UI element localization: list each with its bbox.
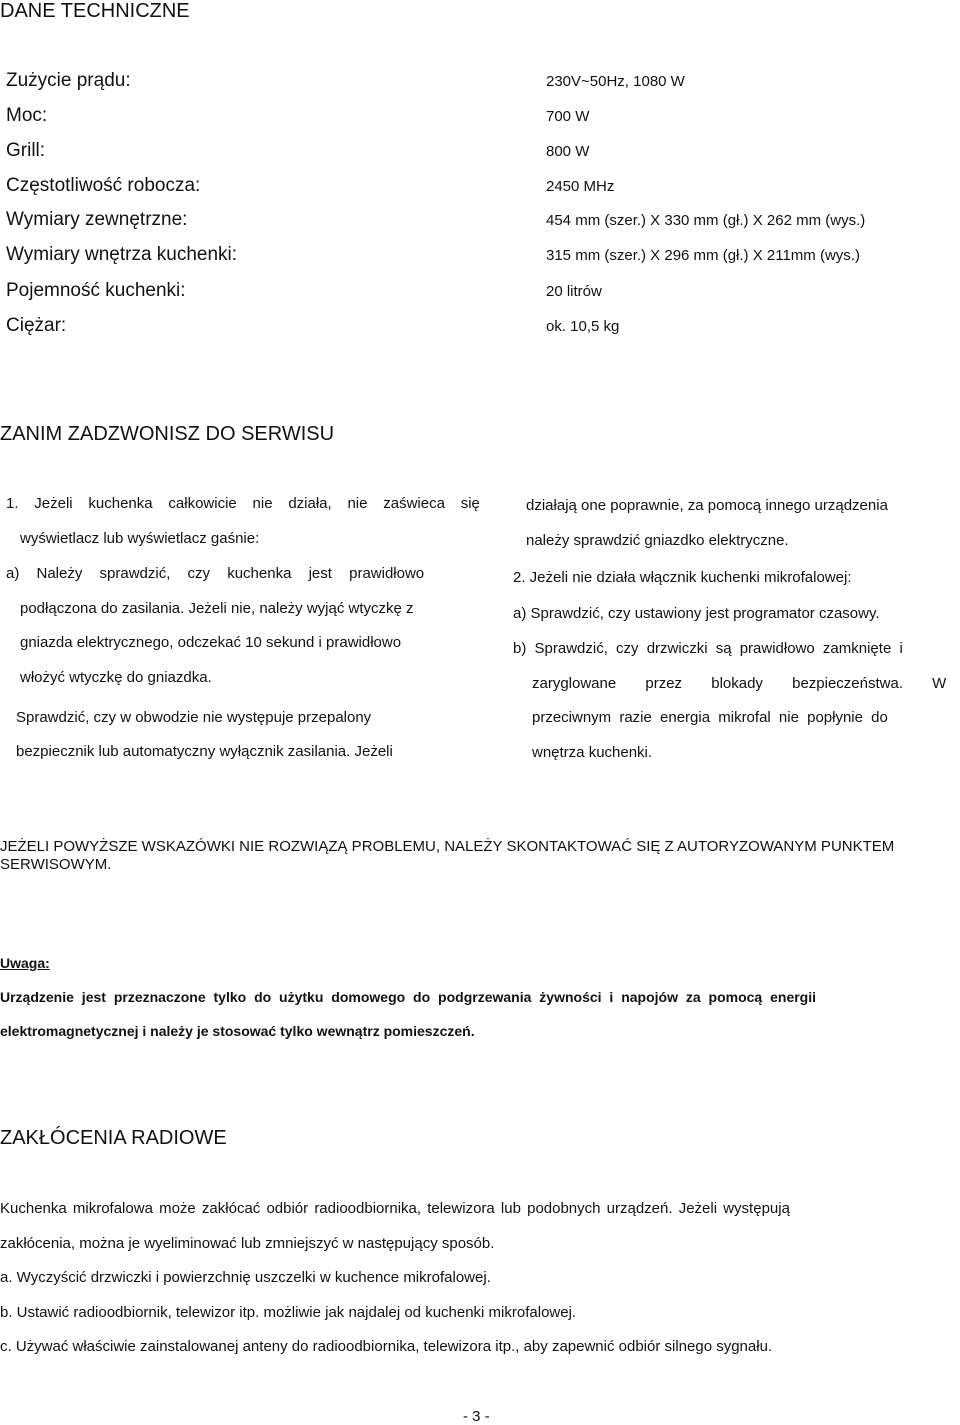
- paragraph-line: wyświetlacz lub wyświetlacz gaśnie:: [20, 530, 260, 547]
- section-title-technical-data: DANE TECHNICZNE: [0, 0, 190, 22]
- spec-value: 2450 MHz: [546, 178, 615, 195]
- paragraph-line: Sprawdzić, czy w obwodzie nie występuje przepalony: [16, 709, 372, 726]
- spec-label: Ciężar:: [6, 315, 67, 336]
- note-text: Urządzenie jest przeznaczone tylko do użytku domowego do podgrzewania żywności i napojów za pomocą energii: [0, 989, 817, 1005]
- section-title-radio-interference: ZAKŁÓCENIA RADIOWE: [0, 1127, 227, 1149]
- spec-label: Grill:: [6, 140, 46, 161]
- spec-value: 20 litrów: [546, 283, 602, 300]
- word: całkowicie: [168, 495, 237, 512]
- spec-label: Wymiary wnętrza kuchenki:: [6, 244, 238, 265]
- spec-value: 315 mm (szer.) X 296 mm (gł.) X 211mm (wys.): [546, 247, 860, 264]
- list-item: c. Używać właściwie zainstalowanej anteny do radioodbiornika, telewizora itp., aby zapewnić odbiór silnego sygnału.: [0, 1338, 773, 1355]
- spec-label: Moc:: [6, 105, 48, 126]
- paragraph-line: zakłócenia, można je wyeliminować lub zmniejszyć w następujący sposób.: [0, 1235, 495, 1252]
- paragraph-line: 2. Jeżeli nie działa włącznik kuchenki mikrofalowej:: [513, 569, 852, 586]
- word: zaświeca: [383, 495, 445, 512]
- paragraph-line: b) Sprawdzić, czy drzwiczki są prawidłowo zamknięte i: [513, 640, 903, 657]
- paragraph-line: wnętrza kuchenki.: [532, 744, 653, 761]
- paragraph-line: gniazda elektrycznego, odczekać 10 sekund i prawidłowo: [20, 634, 402, 651]
- spec-value: 800 W: [546, 143, 590, 160]
- service-notice: JEŻELI POWYŻSZE WSKAZÓWKI NIE ROZWIĄZĄ PROBLEMU, NALEŻY SKONTAKTOWAĆ SIĘ Z AUTORYZOWANYM PUNKTEM SERWISOWYM.: [0, 838, 895, 873]
- note-label: Uwaga:: [0, 955, 50, 971]
- paragraph-line: podłączona do zasilania. Jeżeli nie, należy wyjąć wtyczkę z: [20, 600, 414, 617]
- paragraph-line: należy sprawdzić gniazdko elektryczne.: [526, 532, 789, 549]
- paragraph-line: przeciwnym razie energia mikrofal nie popłynie do: [532, 709, 888, 726]
- word: się: [460, 495, 480, 512]
- paragraph-line: [6, 495, 480, 512]
- word: Jeżeli: [34, 495, 73, 512]
- spec-value: 230V~50Hz, 1080 W: [546, 73, 685, 90]
- paragraph-line: włożyć wtyczkę do gniazdka.: [20, 669, 212, 686]
- spec-value: 454 mm (szer.) X 330 mm (gł.) X 262 mm (wys.): [546, 212, 866, 229]
- note-text: elektromagnetycznej i należy je stosować tylko wewnątrz pomieszczeń.: [0, 1023, 475, 1039]
- word: 1.: [6, 495, 19, 512]
- paragraph-line: działają one poprawnie, za pomocą innego urządzenia: [526, 497, 888, 514]
- word: kuchenka: [88, 495, 153, 512]
- list-item: a. Wyczyścić drzwiczki i powierzchnię uszczelki w kuchence mikrofalowej.: [0, 1269, 491, 1286]
- spec-value: ok. 10,5 kg: [546, 318, 620, 335]
- list-item: b. Ustawić radioodbiornik, telewizor itp. możliwie jak najdalej od kuchenki mikrofalowej.: [0, 1304, 577, 1321]
- paragraph-line: zaryglowane przez blokady bezpieczeństwa. W: [532, 675, 947, 692]
- page-number: - 3 -: [463, 1408, 490, 1425]
- paragraph-line: bezpiecznik lub automatyczny wyłącznik zasilania. Jeżeli: [16, 743, 393, 760]
- spec-label: Pojemność kuchenki:: [6, 280, 186, 301]
- spec-value: 700 W: [546, 108, 590, 125]
- spec-label: Częstotliwość robocza:: [6, 175, 201, 196]
- paragraph-line: a) Należy sprawdzić, czy kuchenka jest prawidłowo: [6, 565, 425, 582]
- paragraph-line: a) Sprawdzić, czy ustawiony jest programator czasowy.: [513, 605, 880, 622]
- paragraph-line: Kuchenka mikrofalowa może zakłócać odbiór radioodbiornika, telewizora lub podobnych urządzeń. Jeżeli występują: [0, 1200, 790, 1217]
- spec-label: Wymiary zewnętrzne:: [6, 209, 188, 230]
- word: nie: [347, 495, 368, 512]
- word: działa,: [288, 495, 332, 512]
- word: nie: [252, 495, 273, 512]
- spec-label: Zużycie prądu:: [6, 70, 131, 91]
- section-title-before-service: ZANIM ZADZWONISZ DO SERWISU: [0, 423, 335, 445]
